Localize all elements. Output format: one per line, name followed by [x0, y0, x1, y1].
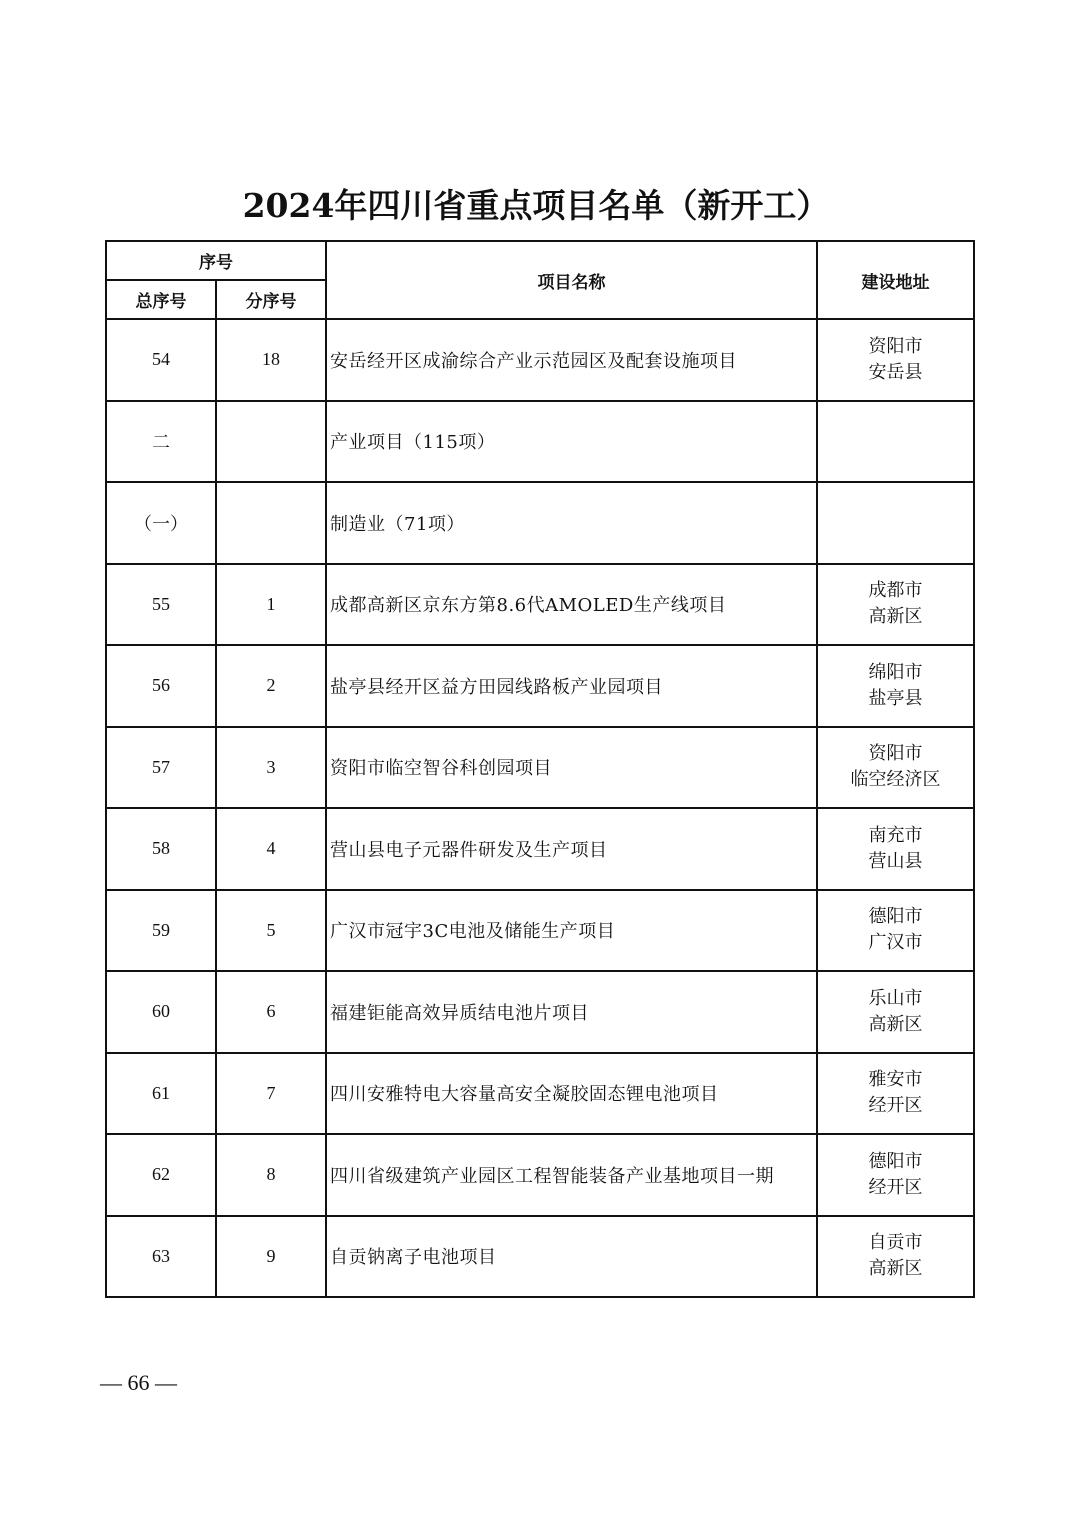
address-city: 乐山市	[868, 987, 923, 1009]
table-row	[106, 1053, 974, 1135]
total-seq-cell: 61	[106, 1053, 216, 1135]
address-district: 经开区	[868, 1095, 923, 1117]
address-district: 安岳县	[868, 361, 923, 383]
total-seq-cell: 60	[106, 971, 216, 1053]
address-district: 高新区	[868, 1258, 923, 1280]
address-cell	[817, 971, 974, 1053]
project-name-cell: 安岳经开区成渝综合产业示范园区及配套设施项目	[326, 319, 817, 401]
total-seq-cell: 63	[106, 1216, 216, 1298]
address-cell	[817, 1134, 974, 1216]
address-cell	[817, 645, 974, 727]
project-name-cell: 广汉市冠宇3C电池及储能生产项目	[326, 890, 817, 972]
total-seq-cell: （一）	[106, 482, 216, 564]
project-name-cell: 盐亭县经开区益方田园线路板产业园项目	[326, 645, 817, 727]
sub-seq-cell: 7	[216, 1053, 326, 1135]
address-district: 广汉市	[868, 932, 923, 954]
project-name-cell: 营山县电子元器件研发及生产项目	[326, 808, 817, 890]
address-cell	[817, 808, 974, 890]
project-name-cell: 自贡钠离子电池项目	[326, 1216, 817, 1298]
sub-seq-cell: 18	[216, 319, 326, 401]
project-name-cell: 福建钜能高效异质结电池片项目	[326, 971, 817, 1053]
sub-seq-cell: 2	[216, 645, 326, 727]
table-row	[106, 808, 974, 890]
address-cell	[817, 564, 974, 646]
section-row	[106, 482, 974, 564]
total-seq-cell: 59	[106, 890, 216, 972]
address-city: 资阳市	[868, 335, 923, 357]
total-seq-cell: 62	[106, 1134, 216, 1216]
address-cell	[817, 1216, 974, 1298]
sub-seq-cell: 9	[216, 1216, 326, 1298]
section-name-cell: 产业项目（115项）	[326, 401, 817, 483]
header-seq-group: 序号	[106, 241, 326, 280]
sub-seq-cell: 3	[216, 727, 326, 809]
address-cell	[817, 319, 974, 401]
project-table	[105, 240, 975, 1298]
page-number: — 66 —	[100, 1370, 177, 1395]
address-district: 营山县	[868, 850, 923, 872]
address-city: 雅安市	[868, 1069, 923, 1091]
address-cell	[817, 727, 974, 809]
project-name-cell: 四川安雅特电大容量高安全凝胶固态锂电池项目	[326, 1053, 817, 1135]
section-name-cell: 制造业（71项）	[326, 482, 817, 564]
address-district: 盐亭县	[868, 687, 923, 709]
section-row	[106, 401, 974, 483]
table-row	[106, 319, 974, 401]
address-city: 自贡市	[868, 1232, 923, 1254]
address-district: 高新区	[868, 1013, 923, 1035]
header-total-seq: 总序号	[106, 280, 216, 319]
table-row	[106, 564, 974, 646]
address-city: 成都市	[868, 580, 923, 602]
address-cell	[817, 1053, 974, 1135]
header-project-name: 项目名称	[326, 241, 817, 319]
total-seq-cell: 二	[106, 401, 216, 483]
sub-seq-cell: 4	[216, 808, 326, 890]
table-row	[106, 727, 974, 809]
address-district: 高新区	[868, 606, 923, 628]
address-district: 临空经济区	[850, 769, 941, 791]
address-district: 经开区	[868, 1176, 923, 1198]
total-seq-cell: 58	[106, 808, 216, 890]
sub-seq-cell	[216, 482, 326, 564]
total-seq-cell: 54	[106, 319, 216, 401]
table-row	[106, 1134, 974, 1216]
address-cell	[817, 482, 974, 564]
address-city: 绵阳市	[868, 661, 923, 683]
project-name-cell: 四川省级建筑产业园区工程智能装备产业基地项目一期	[326, 1134, 817, 1216]
address-city: 德阳市	[868, 1150, 923, 1172]
header-address: 建设地址	[817, 241, 974, 319]
sub-seq-cell: 6	[216, 971, 326, 1053]
sub-seq-cell: 1	[216, 564, 326, 646]
address-city: 南充市	[868, 824, 923, 846]
table-row	[106, 971, 974, 1053]
project-name-cell: 成都高新区京东方第8.6代AMOLED生产线项目	[326, 564, 817, 646]
sub-seq-cell: 8	[216, 1134, 326, 1216]
header-sub-seq: 分序号	[216, 280, 326, 319]
total-seq-cell: 55	[106, 564, 216, 646]
address-city: 资阳市	[868, 743, 923, 765]
address-cell	[817, 890, 974, 972]
sub-seq-cell	[216, 401, 326, 483]
table-row	[106, 890, 974, 972]
page-title: 2024年四川省重点项目名单（新开工）	[242, 186, 830, 225]
total-seq-cell: 57	[106, 727, 216, 809]
table-row	[106, 1216, 974, 1298]
address-cell	[817, 401, 974, 483]
address-city: 德阳市	[868, 906, 923, 928]
table-row	[106, 645, 974, 727]
total-seq-cell: 56	[106, 645, 216, 727]
sub-seq-cell: 5	[216, 890, 326, 972]
project-name-cell: 资阳市临空智谷科创园项目	[326, 727, 817, 809]
